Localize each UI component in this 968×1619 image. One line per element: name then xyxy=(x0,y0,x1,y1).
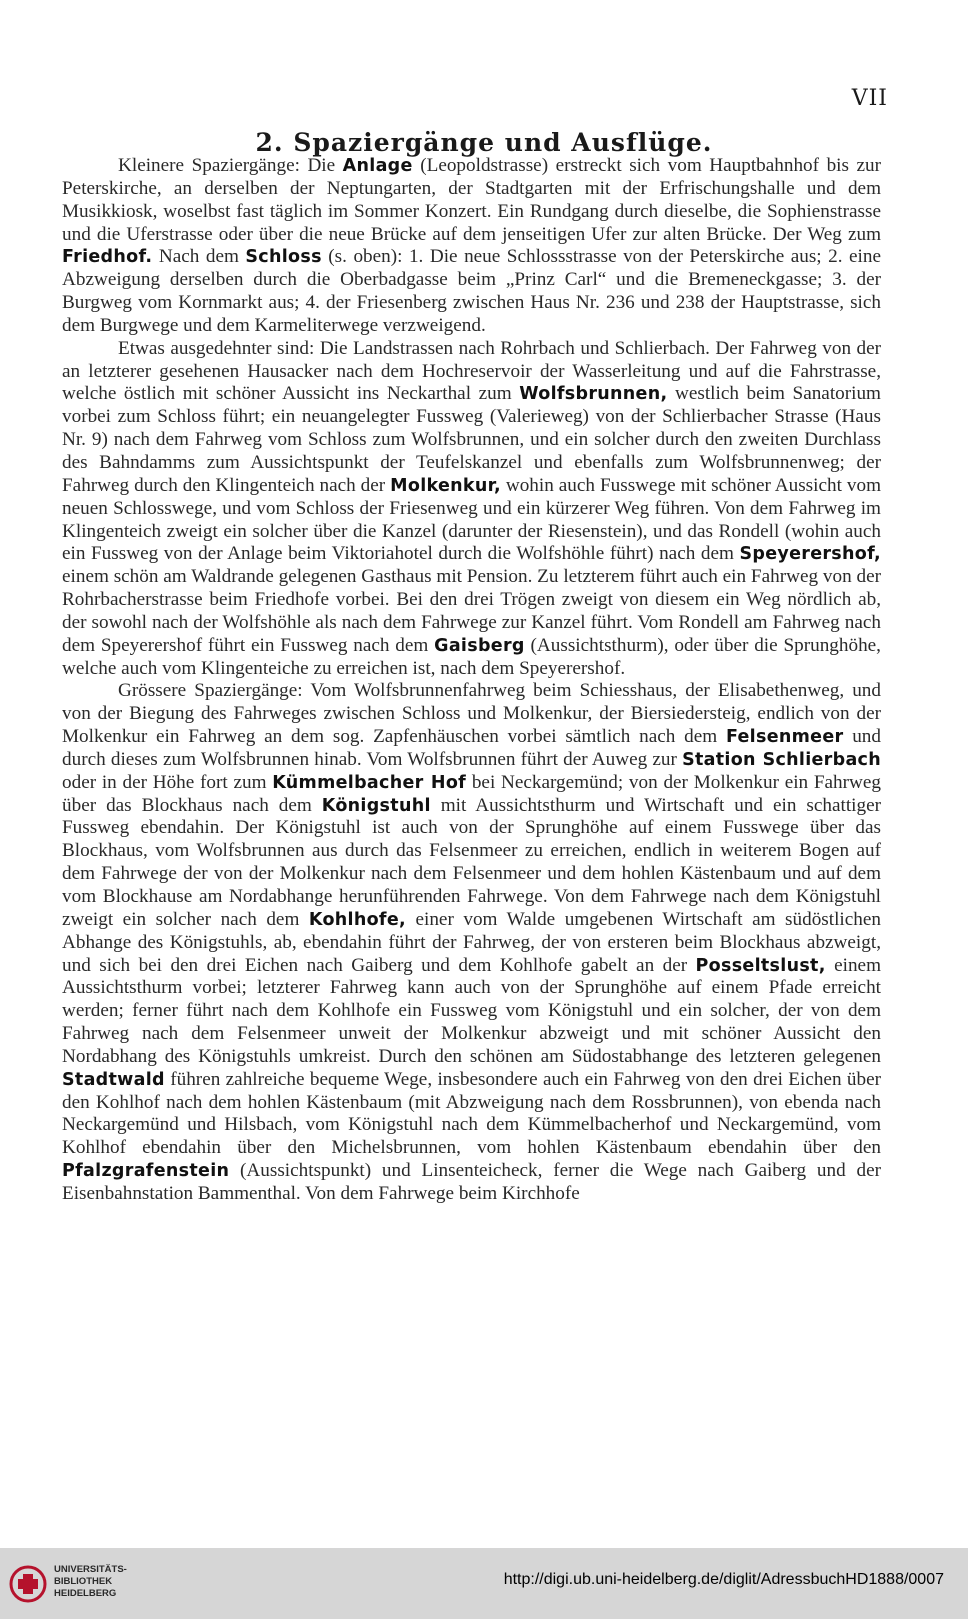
text-run: bei Neckargemünd; von der Molkenkur ein Fahrweg über das Blockhaus nach dem xyxy=(62,771,882,816)
logo-line-3: HEIDELBERG xyxy=(54,1588,117,1599)
page-number: VII xyxy=(851,86,888,111)
text-run: führen zahlreiche bequeme Wege, insbesondere auch ein Fahrweg von den drei Eichen über den Kohlhof nach dem hohlen Kästenbaum (mit Abzweigung nach dem Rossbrunnen), von ebenda nach Neckargemünd und Hilsbach, vom Königstuhl nach dem Kümmelbacherhof und Neckargemünd, vom Kohlhof ebendahin über den Michelsbrunnen, vom hohlen Kästenbaum ebendahin über den xyxy=(62,1068,881,1159)
source-url-link[interactable]: http://digi.ub.uni-heidelberg.de/diglit/AdressbuchHD1888/0007 xyxy=(503,1571,944,1588)
text-run: Grössere Spaziergänge: Vom Wolfsbrunnenfahrweg beim Schiesshaus, der Elisabethenweg, und von der Biegung des Fahrweges zwischen Schloss und Molkenkur, der Biersiedersteig, endlich von der Molkenkur ein Fahrweg an dem sog. Zapfenhäuschen vorbei sämtlich nach dem xyxy=(62,680,881,748)
text-run: einem Aussichtsthurm vorbei; letzterer Fahrweg kann auch von der Sprunghöhe auf einem Pfade erreicht werden; ferner führt nach dem Kohlhofe ein Fussweg vom Königstuhl und ein solcher, der von dem Fahrweg nach dem Felsenmeer unweit der Molkenkur abzweigt und mit schöner Aussicht den Nordabhang des Königstuhls umkreist. Durch den schönen am Südostabhange des letzteren gelegenen xyxy=(62,954,881,1067)
emphasized-place-name: Stadtwald xyxy=(62,1069,165,1090)
text-run: (Leopoldstrasse) erstreckt sich vom Hauptbahnhof bis zur Peterskirche, an derselben der Neptungarten, der Stadtgarten mit der Erfrischungshalle und dem Musikkiosk, woselbst fast täglich im Sommer Konzert. Ein Rundgang durch dieselbe, die Sophienstrasse und die Uferstrasse oder über die neue Brücke auf dem jenseitigen Ufer zur alten Brücke. Der Weg zum xyxy=(62,155,881,245)
body-text xyxy=(62,155,881,1206)
emphasized-place-name: Station Schlierbach xyxy=(682,749,881,770)
text-run: und durch dieses zum Wolfsbrunnen hinab. Vom Wolfsbrunnen führt der Auweg zur xyxy=(62,726,881,770)
text-run: (Aussichtspunkt) und Linsenteicheck, ferner die Wege nach Gaiberg und der Eisenbahnstation Bammenthal. Von dem Fahrwege beim Kirchhofe xyxy=(62,1160,881,1204)
text-run: westlich beim Sanatorium vorbei zum Schloss führt; ein neuangelegter Fussweg (Valerieweg) von der Schlierbacher Strasse (Haus Nr. 9) nach dem Fahrweg vom Schloss zum Wolfsbrunnen, und ein solcher durch den zweiten Durchlass des Bahndamms zum Aussichtspunkt der Teufelskanzel und ebenfalls zum Wolfsbrunnenweg; der Fahrweg durch den Klingenteich nach der xyxy=(62,383,881,496)
footer-bar xyxy=(0,1548,968,1619)
text-run: Etwas ausgedehnter sind: Die Landstrassen nach Rohrbach und Schlierbach. Der Fahrweg von der an letzterer gesehenen Hausacker nach dem Hochreservoir der Wasserleitung und auf die Fahrstrasse, welche östlich mit schöner Aussicht ins Neckarthal zum xyxy=(62,337,881,405)
text-run: Nach dem xyxy=(152,246,246,268)
text-run: (Aussichtsthurm), oder über die Sprunghöhe, welche auch vom Klingenteiche zu erreichen ist, nach dem Speyerershof. xyxy=(62,634,881,679)
text-run: einer vom Walde umgebenen Wirtschaft am südöstlichen Abhange des Königstuhls, ab, ebendahin führt der Fahrweg, der von ersteren beim Blockhaus abzweigt, und sich bei den drei Eichen nach Gaiberg und dem Kohlhofe gabelt an der xyxy=(62,908,881,976)
logo-line-2: BIBLIOTHEK xyxy=(54,1576,113,1587)
emphasized-place-name: Molkenkur, xyxy=(390,475,501,496)
text-run: mit Aussichtsthurm und Wirtschaft und ein schattiger Fussweg ebendahin. Der Königstuhl ist auch von der Sprunghöhe auf einem Fusswege über das Blockhaus, vom Wolfsbrunnen aus durch das Felsenmeer zu erreichen, endlich in weiterem Bogen auf dem Fahrwege der von der Molkenkur nach dem Felsenmeer und dem hohlen Kästenbaum und auf dem vom Blockhause am Nordabhange herunführenden Fahrwege. Von dem Fahrwege nach dem Königstuhl zweigt ein solcher nach dem xyxy=(62,794,881,930)
emphasized-place-name: Felsenmeer xyxy=(725,727,844,748)
paragraph xyxy=(62,155,881,338)
section-heading: 2. Spaziergänge und Ausflüge. xyxy=(255,128,713,157)
emphasized-place-name: Anlage xyxy=(342,156,413,176)
text-run: Kleinere Spaziergänge: Die xyxy=(118,155,343,176)
text-run: einem schön am Waldrande gelegenen Gasthaus mit Pension. Zu letzterem führt auch ein Fahrweg von der Rohrbacherstrasse beim Friedhofe vorbei. Bei den drei Trögen zweigt von diesem ein Weg nördlich ab, der sowohl nach der Wolfshöhle als nach dem Fahrwege zur Kanzel führt. Vom Rondell am Fahrweg nach dem Speyerershof führt ein Fussweg nach dem xyxy=(62,566,881,656)
library-seal-icon xyxy=(8,1564,48,1604)
emphasized-place-name: Posseltslust, xyxy=(695,955,826,976)
emphasized-place-name: Gaisberg xyxy=(434,635,525,656)
emphasized-place-name: Pfalzgrafenstein xyxy=(62,1161,230,1182)
text-run: wohin auch Fusswege mit schöner Aussicht vom neuen Schlosswege, und vom Schloss der Friesenweg und ein kürzerer Weg führen. Von dem Fahrweg im Klingenteich zweigt ein solcher über die Kanzel (darunter der Riesenstein), und das Rondell (wohin auch ein Fussweg von der Anlage beim Viktoriahotel durch die Wolfshöhle führt) nach dem xyxy=(62,474,881,565)
emphasized-place-name: Speyerershof, xyxy=(739,544,881,565)
paragraph xyxy=(62,680,881,1205)
emphasized-place-name: Kümmelbacher Hof xyxy=(272,772,467,793)
library-logo-text xyxy=(54,1564,127,1600)
emphasized-place-name: Friedhof. xyxy=(62,247,153,268)
emphasized-place-name: Kohlhofe, xyxy=(308,909,406,930)
text-run: (s. oben): 1. Die neue Schlossstrasse von der Peterskirche aus; 2. eine Abzweigung derselben durch die Oberbadgasse beim „Prinz Carl“ und die Bremeneckgasse; 3. der Burgweg vom Kornmarkt aus; 4. der Friesenberg zwischen Haus Nr. 236 und 238 der Hauptstrasse, sich dem Burgwege und dem Karmeliterwege verzweigend. xyxy=(62,246,881,336)
text-run: oder in der Höhe fort zum xyxy=(62,771,273,793)
library-logo[interactable] xyxy=(8,1560,128,1608)
logo-line-1: UNIVERSITÄTS- xyxy=(54,1564,127,1575)
emphasized-place-name: Schloss xyxy=(245,247,322,268)
emphasized-place-name: Wolfsbrunnen, xyxy=(519,384,668,405)
paragraph xyxy=(62,338,881,681)
emphasized-place-name: Königstuhl xyxy=(321,795,431,816)
